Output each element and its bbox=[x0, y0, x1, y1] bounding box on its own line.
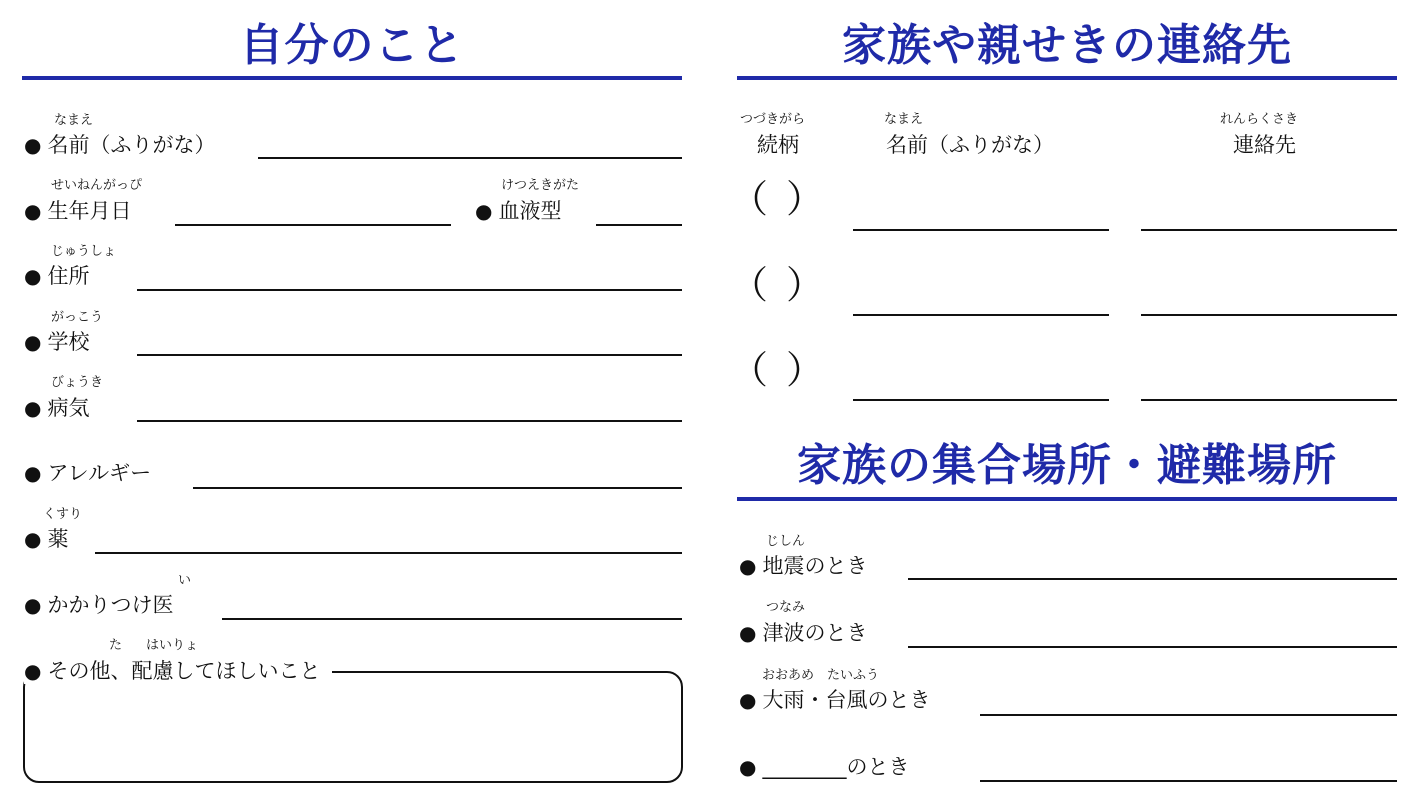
school-ruby: がっこう bbox=[51, 310, 104, 325]
blood-input-line[interactable] bbox=[596, 224, 682, 226]
school-label-text: 学校 bbox=[47, 330, 90, 354]
other-ruby-ta: た bbox=[109, 638, 123, 653]
family-name-line[interactable] bbox=[853, 399, 1109, 401]
birthday-input-line[interactable] bbox=[175, 224, 451, 226]
bullet-icon: ● bbox=[24, 330, 42, 354]
allergy-label-text: アレルギー bbox=[47, 461, 152, 485]
doctor-label-text: かかりつけ医 bbox=[47, 593, 174, 617]
family-name-header-ruby: なまえ bbox=[884, 112, 924, 127]
medicine-label bbox=[24, 526, 68, 552]
blood-label bbox=[475, 198, 561, 224]
bullet-icon: ● bbox=[24, 659, 42, 683]
family-contact-line[interactable] bbox=[1141, 229, 1397, 231]
relation-open-paren: （ bbox=[730, 177, 769, 221]
illness-ruby: びょうき bbox=[51, 375, 104, 390]
illness-label-text: 病気 bbox=[47, 396, 90, 420]
medicine-ruby: くすり bbox=[43, 507, 83, 522]
relation-open-paren: （ bbox=[730, 263, 769, 307]
bullet-icon: ● bbox=[24, 527, 42, 551]
bullet-icon: ● bbox=[24, 593, 42, 617]
tsunami-label bbox=[739, 620, 867, 646]
tsunami-label-text: 津波のとき bbox=[762, 621, 868, 645]
other-label bbox=[24, 658, 332, 684]
relation-header: 続柄 bbox=[757, 133, 799, 157]
doctor-label bbox=[24, 592, 173, 618]
storm-ruby: おおあめ たいふう bbox=[762, 668, 880, 683]
school-label bbox=[24, 329, 89, 355]
relation-close-paren: ） bbox=[786, 348, 825, 392]
tsunami-place-line[interactable] bbox=[908, 646, 1397, 648]
custom-place-line[interactable] bbox=[980, 780, 1397, 782]
storm-label bbox=[739, 687, 930, 713]
birthday-ruby: せいねんがっぴ bbox=[51, 178, 143, 193]
relation-header-ruby: つづきがら bbox=[740, 112, 806, 127]
name-label-text: 名前（ふりがな） bbox=[47, 133, 216, 157]
relation-open-paren: （ bbox=[730, 348, 769, 392]
blood-ruby: けつえきがた bbox=[501, 178, 580, 193]
name-input-line[interactable] bbox=[258, 157, 682, 159]
name-label bbox=[24, 132, 215, 158]
allergy-label bbox=[24, 460, 151, 486]
address-label-text: 住所 bbox=[47, 264, 90, 288]
earthquake-ruby: じしん bbox=[766, 534, 806, 549]
family-name-header: 名前（ふりがな） bbox=[886, 133, 1054, 157]
birthday-label bbox=[24, 198, 131, 224]
bullet-icon: ● bbox=[739, 621, 757, 645]
school-input-line[interactable] bbox=[137, 354, 682, 356]
doctor-ruby: い bbox=[178, 573, 192, 588]
earthquake-label-text: 地震のとき bbox=[762, 554, 868, 578]
other-label-text: その他、配慮してほしいこと bbox=[47, 659, 321, 683]
other-ruby-hairyo: はいりょ bbox=[146, 638, 199, 653]
storm-place-line[interactable] bbox=[980, 714, 1397, 716]
family-section-title: 家族や親せきの連絡先 bbox=[842, 20, 1292, 71]
custom-label-text[interactable]: ________のとき bbox=[762, 755, 910, 779]
medicine-label-text: 薬 bbox=[47, 527, 69, 551]
bullet-icon: ● bbox=[739, 554, 757, 578]
doctor-input-line[interactable] bbox=[222, 618, 682, 620]
illness-input-line[interactable] bbox=[137, 420, 682, 422]
bullet-icon: ● bbox=[24, 264, 42, 288]
meeting-title-rule bbox=[737, 497, 1397, 501]
allergy-input-line[interactable] bbox=[193, 487, 682, 489]
meeting-section-title: 家族の集合場所・避難場所 bbox=[797, 440, 1337, 491]
medicine-input-line[interactable] bbox=[95, 552, 682, 554]
bullet-icon: ● bbox=[739, 688, 757, 712]
family-title-rule bbox=[737, 76, 1397, 80]
name-ruby: なまえ bbox=[54, 113, 94, 128]
family-contact-line[interactable] bbox=[1141, 314, 1397, 316]
storm-label-text: 大雨・台風のとき bbox=[762, 688, 931, 712]
bullet-icon: ● bbox=[24, 199, 42, 223]
illness-label bbox=[24, 395, 89, 421]
address-label bbox=[24, 263, 89, 289]
address-ruby: じゅうしょ bbox=[51, 244, 117, 259]
family-name-line[interactable] bbox=[853, 229, 1109, 231]
custom-label bbox=[739, 754, 909, 780]
family-contact-line[interactable] bbox=[1141, 399, 1397, 401]
contact-header-ruby: れんらくさき bbox=[1220, 112, 1299, 127]
earthquake-place-line[interactable] bbox=[908, 578, 1397, 580]
contact-header: 連絡先 bbox=[1233, 133, 1296, 157]
self-title-rule bbox=[22, 76, 682, 80]
bullet-icon: ● bbox=[739, 755, 757, 779]
other-memo-box[interactable] bbox=[23, 671, 683, 783]
bullet-icon: ● bbox=[24, 461, 42, 485]
birthday-label-text: 生年月日 bbox=[47, 199, 132, 223]
bullet-icon: ● bbox=[24, 133, 42, 157]
tsunami-ruby: つなみ bbox=[766, 600, 806, 615]
family-name-line[interactable] bbox=[853, 314, 1109, 316]
blood-label-text: 血液型 bbox=[498, 199, 562, 223]
relation-close-paren: ） bbox=[786, 263, 825, 307]
earthquake-label bbox=[739, 553, 867, 579]
bullet-icon: ● bbox=[475, 199, 493, 223]
relation-close-paren: ） bbox=[786, 177, 825, 221]
self-section-title: 自分のこと bbox=[239, 20, 465, 71]
bullet-icon: ● bbox=[24, 396, 42, 420]
address-input-line[interactable] bbox=[137, 289, 682, 291]
